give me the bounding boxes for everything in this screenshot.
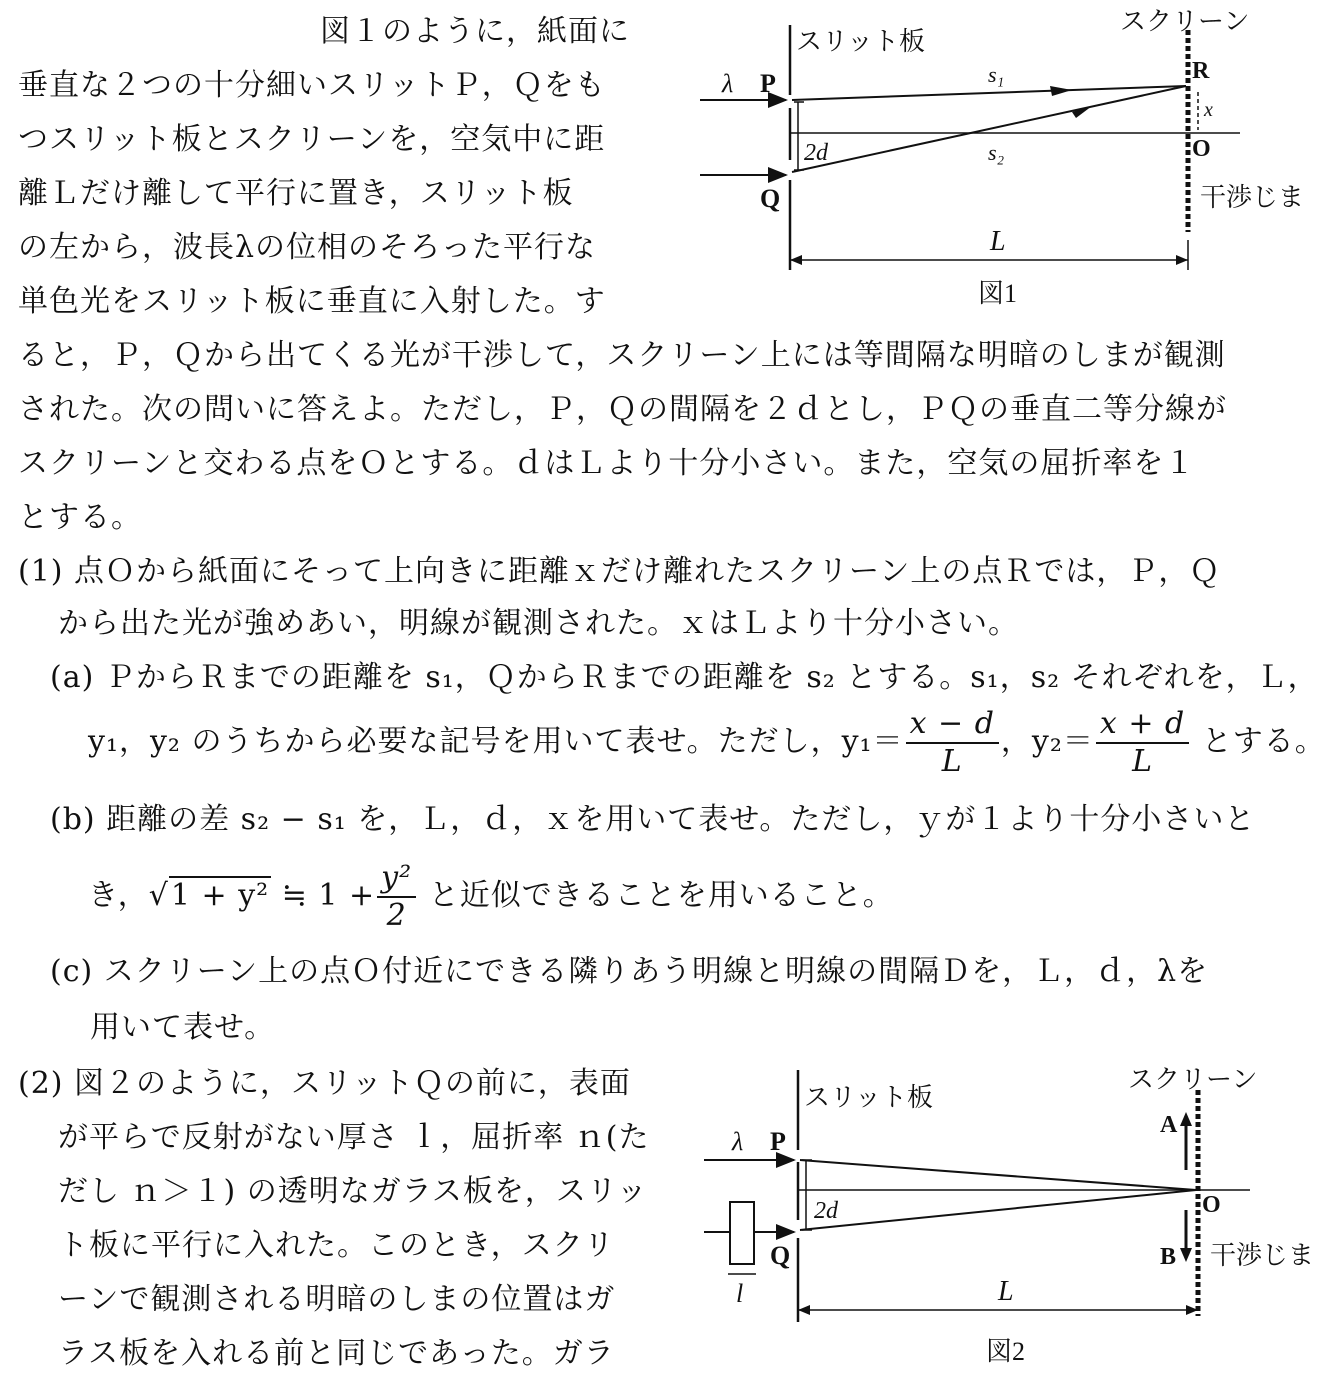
fig1-point-R: R [1192, 58, 1210, 84]
question-1b-line-2: き，√1 + y² ≒ 1 + $\frac{\text{y²}}{2}$ と近似できることを用いること。 [88, 860, 894, 933]
fig2-slit-Q: Q [770, 1241, 791, 1270]
fig2-slit-board-label: スリット板 [804, 1083, 933, 1113]
text-line-7: ると，Ｐ，Ｑから出てくる光が干渉して，スクリーン上には等間隔な明暗のしまが観測 [18, 338, 1226, 373]
question-1a-line-1: (a) ＰからＲまでの距離を s₁，ＱからＲまでの距離を s₂ とする。s₁，s₂ それぞれを，Ｌ， [50, 660, 1319, 695]
fig1-lambda: λ [722, 69, 734, 98]
text-line-3: つスリット板とスクリーンを，空気中に距 [18, 122, 606, 157]
fig2-caption: 図2 [986, 1337, 1026, 1366]
fig1-caption: 図1 [978, 279, 1018, 308]
fig1-s1-label: s₁ [988, 62, 1005, 87]
question-2-line-4: ト板に平行に入れた。このとき，スクリ [58, 1228, 615, 1263]
question-1a-line-2: y₁，y₂ のうちから必要な記号を用いて表せ。ただし，y₁＝ $\frac{x - d}{L}$ ，y₂＝ $\frac{x + d}{L}$ とする。 [88, 706, 1326, 779]
question-1b-line-1: (b) 距離の差 s₂ − s₁ を，Ｌ，ｄ，ｘを用いて表せ。ただし，ｙが１より十分小さいと [50, 802, 1256, 837]
fig1-slit-board-label: スリット板 [796, 27, 925, 57]
fraction-y2-over-2: $\frac{\text{y²}}{2}$ [377, 860, 416, 934]
text-line-5: の左から，波長λの位相のそろった平行な [18, 230, 597, 265]
question-1-line-2: から出た光が強めあい，明線が観測された。ｘはＬより十分小さい。 [58, 606, 1019, 641]
text-line-8: された。次の問いに答えよ。ただし，Ｐ，Ｑの間隔を２ｄとし，ＰＱの垂直二等分線が [18, 392, 1227, 427]
fig2-lambda: λ [732, 1127, 744, 1156]
fig2-point-B: B [1160, 1244, 1177, 1270]
fig1-2d-label: 2d [804, 140, 828, 166]
fig2-2d-label: 2d [814, 1198, 838, 1224]
question-2-line-3: だし ｎ＞１) の透明なガラス板を，スリッ [58, 1174, 648, 1209]
question-2-line-5: ーンで観測される明暗のしまの位置はガ [58, 1282, 616, 1317]
fig2-point-A: A [1160, 1112, 1178, 1138]
fig1-fringes-label: 干渉じま [1200, 183, 1305, 213]
text-line-6: 単色光をスリット板に垂直に入射した。す [18, 284, 606, 319]
fig2-L-label: L [998, 1276, 1014, 1307]
text-line-9: スクリーンと交わる点をＯとする。ｄはＬより十分小さい。また，空気の屈折率を１ [18, 446, 1196, 481]
figure-1 [680, 0, 1320, 320]
fraction-y2: $\frac{x + d}{L}$ [1096, 706, 1189, 780]
fig1-point-O: O [1192, 136, 1211, 162]
fig1-slit-Q: Q [760, 184, 781, 213]
fig2-screen-label: スクリーン [1128, 1065, 1258, 1095]
text-line-2: 垂直な２つの十分細いスリットＰ，Ｑをも [18, 68, 606, 103]
fig2-slit-P: P [770, 1127, 786, 1156]
question-2-line-6: ラス板を入れる前と同じであった。ガラ [58, 1336, 615, 1371]
question-1-line-1: (1) 点Ｏから紙面にそって上向きに距離ｘだけ離れたスクリーン上の点Ｒでは，Ｐ，Ｑ [18, 554, 1221, 589]
figure-2 [690, 1060, 1315, 1380]
question-2-line-1: (2) 図２のように，スリットＱの前に，表面 [18, 1066, 631, 1101]
fig1-x-label: x [1204, 99, 1213, 121]
fig1-screen-label: スクリーン [1120, 7, 1250, 37]
fig2-point-O: O [1202, 1192, 1221, 1218]
fig1-L-label: L [990, 226, 1006, 257]
fig2-l-label: l [736, 1279, 744, 1308]
fraction-y1: $\frac{x - d}{L}$ [906, 706, 999, 780]
question-1c-line-2: 用いて表せ。 [90, 1010, 276, 1045]
text-line-4: 離Ｌだけ離して平行に置き，スリット板 [18, 176, 574, 211]
text-line-1: 図１のように，紙面に [320, 14, 630, 49]
fig1-slit-P: P [760, 69, 776, 98]
text-line-10: とする。 [18, 500, 142, 535]
fig1-s2-label: s₂ [988, 140, 1005, 165]
glass-plate [730, 1202, 754, 1264]
question-2-line-2: が平らで反射がない厚さ ｌ，屈折率 ｎ(た [58, 1120, 650, 1155]
fig2-fringes-label: 干渉じま [1210, 1241, 1315, 1271]
question-1c-line-1: (c) スクリーン上の点Ｏ付近にできる隣りあう明線と明線の間隔Ｄを，Ｌ，ｄ，λを [50, 954, 1209, 989]
